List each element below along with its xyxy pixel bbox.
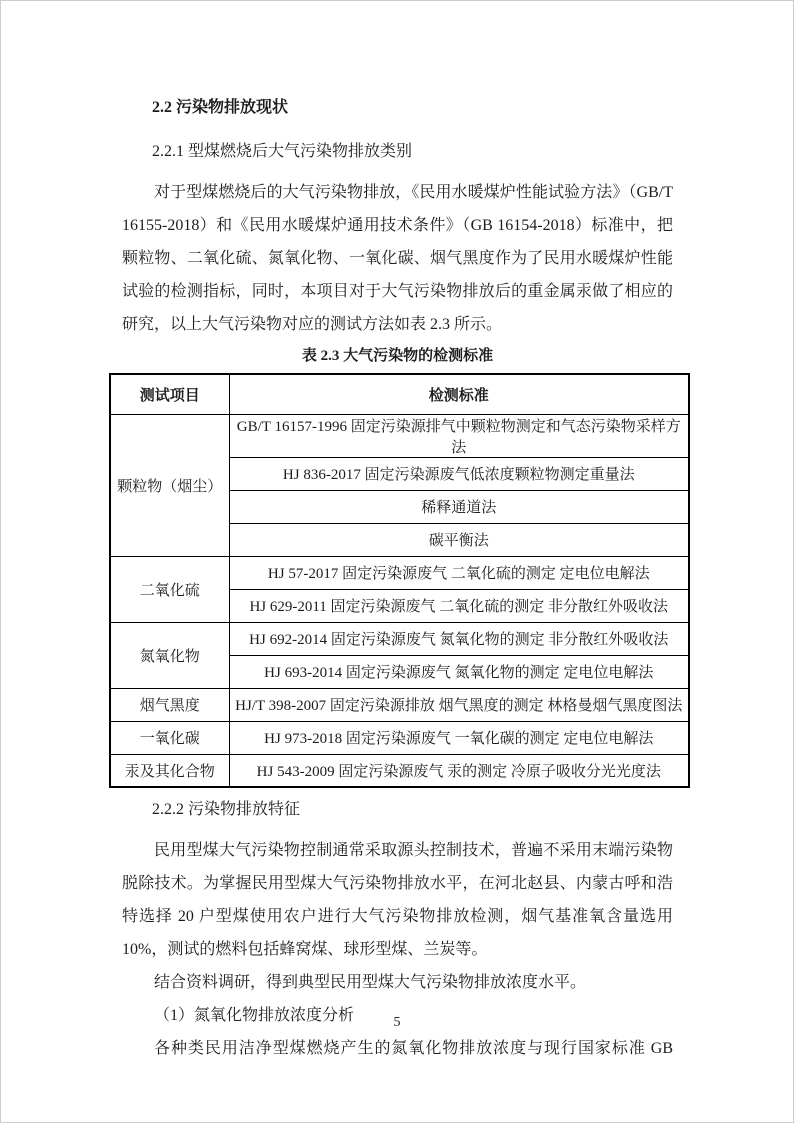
standard-cell: HJ 836-2017 固定污染源废气低浓度颗粒物测定重量法 [229,457,689,490]
pollutant-name-cell: 汞及其化合物 [110,754,229,787]
paragraph-survey-result: 结合资料调研，得到典型民用型煤大气污染物排放浓度水平。 [154,974,587,991]
table-row [110,414,689,457]
pollutant-name-cell: 烟气黑度 [110,688,229,721]
standard-cell: HJ 692-2014 固定污染源废气 氮氧化物的测定 非分散红外吸收法 [229,622,689,655]
table-row [110,622,689,655]
table-row [110,556,689,589]
pollutant-name-cell: 二氧化硫 [110,556,229,622]
standard-cell: GB/T 16157-1996 固定污染源排气中颗粒物测定和气态污染物采样方法 [229,414,689,457]
list-item-nox-analysis: （1）氮氧化物排放浓度分析 [154,1007,355,1024]
detection-standards-table [109,373,690,788]
standard-cell: 稀释通道法 [229,490,689,523]
column-header-test-item: 测试项目 [110,374,229,414]
subsection-heading-2-2-1: 2.2.1 型煤燃烧后大气污染物排放类别 [152,143,413,160]
standard-cell: HJ 543-2009 固定污染源废气 汞的测定 冷原子吸收分光光度法 [229,754,689,787]
pollutant-name-cell: 一氧化碳 [110,721,229,754]
section-heading-2-2: 2.2 污染物排放现状 [152,99,289,116]
pollutant-name-cell: 颗粒物（烟尘） [110,414,229,556]
paragraph-emission-standards: 对于型煤燃烧后的大气污染物排放，《民用水暖煤炉性能试验方法》（GB/T 16155-2018）和《民用水暖煤炉通用技术条件》（GB 16154-2018）标准中，把颗粒物、二氧化硫、氮氧化物、一氧化碳、烟气黑度作为了民用水暖煤炉性能试验的检测指标，同时，本项目对于大气污染物排放后的重金属汞做了相应的研究，以上大气污染物对应的测试方法如表 2.3 所示。 [122,184,673,333]
standard-cell: HJ 629-2011 固定污染源废气 二氧化硫的测定 非分散红外吸收法 [229,589,689,622]
paragraph-emission-characteristics: 民用型煤大气污染物控制通常采取源头控制技术，普遍不采用末端污染物脱除技术。为掌握民用型煤大气污染物排放水平，在河北赵县、内蒙古呼和浩特选择 20 户型煤使用农户进行大气污染物排放检测，烟气基准氧含量选用 10%，测试的燃料包括蜂窝煤、球形型煤、兰炭等。 [122,842,673,958]
table-row [110,721,689,754]
page-content [1,1,793,1065]
paragraph-nox-concentration: 各种类民用洁净型煤燃烧产生的氮氧化物排放浓度与现行国家标准 GB [154,1040,673,1057]
table-row [110,754,689,787]
standard-cell: HJ/T 398-2007 固定污染源排放 烟气黑度的测定 林格曼烟气黑度图法 [229,688,689,721]
page-number: 5 [393,1015,401,1030]
column-header-standard: 检测标准 [229,374,689,414]
table-header-row [110,374,689,414]
pollutant-name-cell: 氮氧化物 [110,622,229,688]
standard-cell: HJ 693-2014 固定污染源废气 氮氧化物的测定 定电位电解法 [229,655,689,688]
standard-cell: HJ 973-2018 固定污染源废气 一氧化碳的测定 定电位电解法 [229,721,689,754]
standard-cell: HJ 57-2017 固定污染源废气 二氧化硫的测定 定电位电解法 [229,556,689,589]
table-row [110,688,689,721]
standard-cell: 碳平衡法 [229,523,689,556]
table-caption: 表 2.3 大气污染物的检测标准 [301,348,494,364]
subsection-heading-2-2-2: 2.2.2 污染物排放特征 [152,801,301,818]
